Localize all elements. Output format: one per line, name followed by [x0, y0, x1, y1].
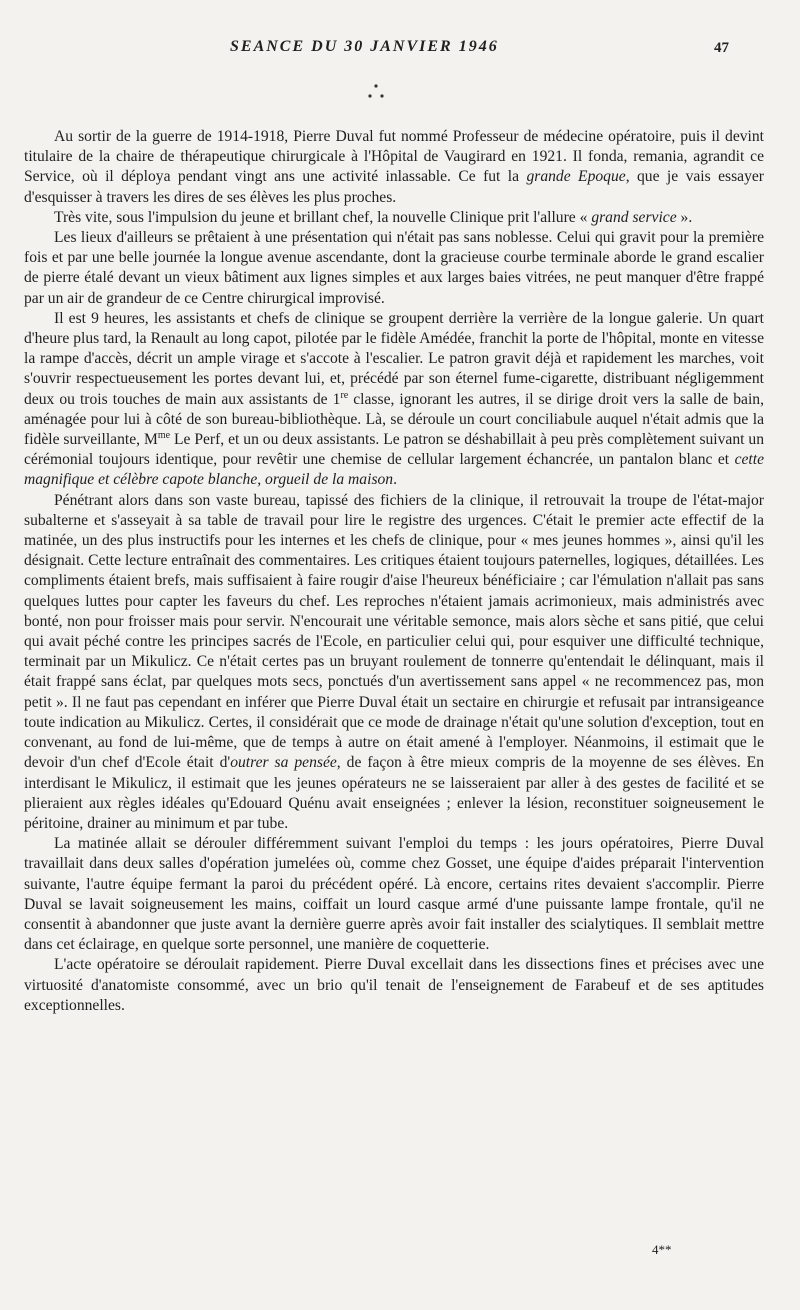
text-run: , que je vais essayer d'esquisser à travers les dires de ses élèves les plus proches. — [24, 168, 764, 206]
page-number: 47 — [714, 40, 729, 56]
text-run: ». — [676, 208, 693, 226]
text-run: Il est 9 heures, les assistants et chefs de clinique se groupent derrière la verrière de la longue galerie. Un quart d'heure plus tard, la Renault au long capot, pilotée par le fidèle Amédée, franchit la porte de l'hôpital, monte en vitesse la rampe d'accès, décrit un ample virage et s'accote à l'escalier. Le patron gravit déjà et rapidement les marches, voit s'ouvrir respectueusement les portes devant lui, et, précédé par son éternel fume-cigarette, distribuant négligemment deux ou trois touches de main aux assistants de — [24, 309, 764, 408]
italic-text: outrer sa pensée — [230, 754, 337, 772]
text-run: classe, ignorant les autres, il se dirige droit vers la salle de bain, aménagée pour lui à côté de son bureau-bibliothèque. Là, se déroule un court conciliabule auquel n'était admis que la fidèle surveillante, M — [24, 390, 765, 449]
text-run: . — [393, 471, 398, 489]
paragraph — [24, 309, 764, 491]
header-title: SEANCE DU 30 JANVIER 1946 — [230, 38, 499, 55]
text-run: L'acte opératoire se déroulait rapidement. Pierre Duval excellait dans les dissections fines et précises avec une virtuosité d'anatomiste consommé, avec un brio qu'il tenait de l'enseignement de Farabeuf et de ses aptitudes exceptionnelles. — [24, 956, 764, 1014]
paragraph — [24, 127, 764, 208]
superscript-text: re — [340, 389, 349, 401]
paragraph — [24, 955, 764, 1016]
paragraph — [24, 834, 764, 955]
running-header — [0, 38, 800, 62]
signature-mark: 4** — [652, 1242, 672, 1257]
italic-text: grande Epoque — [526, 168, 626, 186]
text-run: Pénétrant alors dans son vaste bureau, tapissé des fichiers de la clinique, il retrouvait la troupe de l'état-major subalterne et s'asseyait à sa table de travail pour lire le registre des urgences. C'était le premier acte effectif de la matinée, un des plus instructifs pour les internes et les chefs de clinique, pour « mes jeunes hommes », ainsi qu'il les désignait. Cette lecture entraînait des commentaires. Les critiques étaient toujours paternelles, logiques, détaillées. Les compliments étaient brefs, mais suffisaient à faire rougir d'aise l'heureux bénéficiaire ; car l'émulation n'allait pas sans quelques luttes pour capter les faveurs du chef. Les reproches n'étaient jamais acrimonieux, mais administrés avec bonté, non pour froisser mais pour servir. N'encourait une véritable semonce, mais alors sèche et sans pitié, que celui qui avait péché contre les principes sacrés de l'Ecole, en particulier celui qui, pour esquiver une difficulté technique, terminait par un Mikulicz. Ce n'était certes pas un bruyant roulement de tonnerre qu'entendait le délinquant, mais il était frappé sans éclat, par quelques mots secs, ponctués d'un avertissement sans appel « ne recommencez pas, mon petit ». Il ne faut pas cependant en inférer que Pierre Duval était un sectaire en chirurgie et refusait par intransigeance toute indication au Mikulicz. Certes, il considérait que ce mode de drainage n'était qu'une solution d'exception, tout en convenant, au fond de lui-même, que de temps à autre on était amené à l'employer. Néanmoins, il estimait que le devoir d'un chef d'Ecole était d' — [24, 491, 764, 772]
text-run: Le Perf, et un ou deux assistants. Le patron se déshabillait à peu près complètement suivant un cérémonial toujours identique, pour revêtir une chemise de cellular largement échancrée, un pantalon blanc et — [24, 431, 764, 469]
text-run: , de façon à être mieux compris de la moyenne de ses élèves. En interdisant le Mikulicz, il estimait que les jeunes opérateurs ne se laisseraient par aller à des gestes de facilité et se plieraient aux règles idéales qu'Edouard Quénu avait enseignées ; enlever la lésion, reconstituer soigneusement le péritoine, drainer au minimum et par tube. — [24, 754, 764, 832]
italic-text: grand service — [591, 208, 677, 226]
text-run: Très vite, sous l'impulsion du jeune et brillant chef, la nouvelle Clinique prit l'allure « — [54, 208, 592, 226]
paragraph — [24, 491, 764, 834]
article-body — [24, 127, 764, 1016]
text-run: Les lieux d'ailleurs se prêtaient à une présentation qui n'était pas sans noblesse. Celui qui gravit pour la première fois et par une belle journée la longue avenue ascendante, dont la gracieuse courbe terminale aborde le grand escalier de pierre étalé devant un vieux bâtiment aux lignes simples et aux larges baies vitrées, ne peut manquer d'être frappé par un air de grandeur de ce Centre chirurgical improvisé. — [24, 229, 764, 307]
section-ornament — [356, 80, 396, 120]
text-run: Au sortir de la guerre de 1914-1918, Pierre Duval fut nommé Professeur de médecine opératoire, puis il devint titulaire de la chaire de thérapeutique chirurgicale à l'Hôpital de Vaugirard en 1921. Il fonda, remania, agrandit ce Service, où il déploya pendant vingt ans une activité inlassable. Ce fut la — [24, 128, 764, 186]
italic-text: cette magnifique et célèbre capote blanche, orgueil de la maison — [24, 451, 764, 489]
superscript-text: me — [157, 429, 171, 441]
text-run: 1 — [332, 390, 341, 408]
paragraph — [24, 228, 764, 309]
asterism-icon — [356, 80, 396, 120]
text-run: La matinée allait se dérouler différemment suivant l'emploi du temps : les jours opératoires, Pierre Duval travaillait dans deux salles d'opération jumelées où, comme chez Gosset, une équipe d'aides préparait l'intervention suivante, l'autre équipe fermant la paroi du précédent opéré. Là encore, certains rites devaient s'accomplir. Pierre Duval se lavait soigneusement les mains, coiffait un lourd casque armé d'une puissante lampe frontale, qu'il ne consentit à abandonner que juste avant la dernière guerre après avoir fait installer des scialytiques. Il semblait mettre dans cet éclairage, en quelque sorte personnel, une manière de coquetterie. — [24, 835, 764, 954]
paragraph — [24, 208, 764, 228]
